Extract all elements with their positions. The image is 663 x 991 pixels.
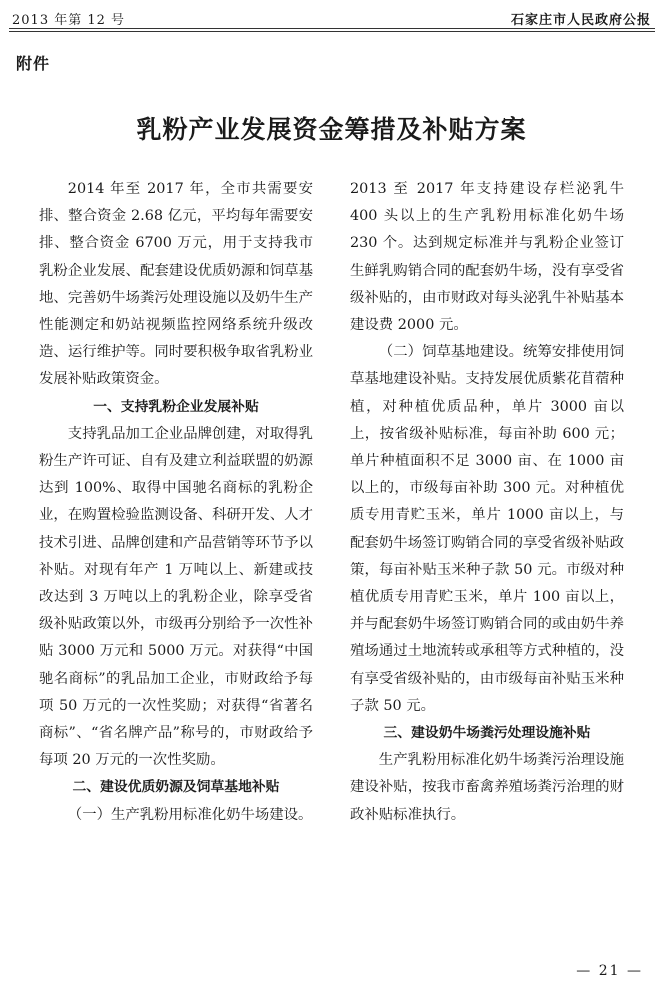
header-rule bbox=[9, 28, 655, 29]
section-heading-1: 一、支持乳粉企业发展补贴 bbox=[93, 398, 259, 415]
issue-number: 2013 年第 12 号 bbox=[12, 13, 126, 28]
section-heading-2: 二、建设优质奶源及饲草基地补贴 bbox=[72, 779, 280, 796]
left-column bbox=[39, 176, 313, 829]
section-3-paragraph: 生产乳粉用标准化奶牛场粪污治理设施建设补贴，按我市畜禽养殖场粪污治理的财政补贴标准执行。 bbox=[350, 752, 624, 823]
section-1-paragraph: 支持乳品加工企业品牌创建，对取得乳粉生产许可证、自有及建立利益联盟的奶源达到 100%、取得中国驰名商标的乳粉企业，在购置检验监测设备、科研开发、人才技术引进、品牌创建和产品营销等环节予以补贴。对现有年产 1 万吨以上、新建或技改达到 3 万吨以上的乳粉企业，除享受省级补贴政策以外，市级再分别给予一次性补贴 3000 万元和 5000 万元。对获得“中国驰名商标”的乳品加工企业，市财政给予每项 50 万元的一次性奖励；对获得“省著名商标”、“省名牌产品”称号的，市财政给予每项 20 万元的一次性奖励。 bbox=[39, 425, 313, 769]
publication-name: 石家庄市人民政府公报 bbox=[510, 13, 651, 28]
page-number: — 21 — bbox=[576, 963, 643, 979]
attachment-label: 附件 bbox=[16, 54, 51, 73]
header-rule-thin bbox=[9, 31, 655, 32]
document-title: 乳粉产业发展资金筹措及补贴方案 bbox=[136, 115, 527, 144]
subsection-1-heading: （一）生产乳粉用标准化奶牛场建设。 bbox=[67, 806, 313, 823]
subsection-1-continuation: 2013 至 2017 年支持建设存栏泌乳牛 400 头以上的生产乳粉用标准化奶牛场 230 个。达到规定标准并与乳粉企业签订生鲜乳购销合同的配套奶牛场，没有享受省级补贴的，由市财政对每头泌乳牛补贴基本建设费 2000 元。 bbox=[350, 181, 624, 334]
subsection-2-paragraph: （二）饲草基地建设。统筹安排使用饲草基地建设补贴。支持发展优质紫花苜蓿种植，对种植优质品种，单片 3000 亩以上，按省级补贴标准，每亩补助 600 元；单片种植面积不足 3000 亩、在 1000 亩以上的，市级每亩补助 300 元。对种植优质专用青贮玉米，单片 1000 亩以上，与配套奶牛场签订购销合同的享受省级补贴政策，每亩补贴玉米种子款 50 元。市级对种植优质专用青贮玉米，单片 100 亩以上，并与配套奶牛场签订购销合同的或由奶牛养殖场通过土地流转或承租等方式种植的，没有享受省级补贴的，由市级每亩补贴玉米种子款 50 元。 bbox=[350, 344, 624, 714]
intro-paragraph: 2014 年至 2017 年，全市共需要安排、整合资金 2.68 亿元，平均每年需要安排、整合资金 6700 万元，用于支持我市乳粉企业发展、配套建设优质奶源和饲草基地、完善奶牛场粪污处理设施以及奶牛生产性能测定和奶站视频监控网络系统升级改造、运行维护等。同时要积极争取省乳粉业发展补贴政策资金。 bbox=[39, 181, 313, 388]
section-heading-3: 三、建设奶牛场粪污处理设施补贴 bbox=[383, 725, 591, 742]
right-column bbox=[350, 176, 624, 829]
